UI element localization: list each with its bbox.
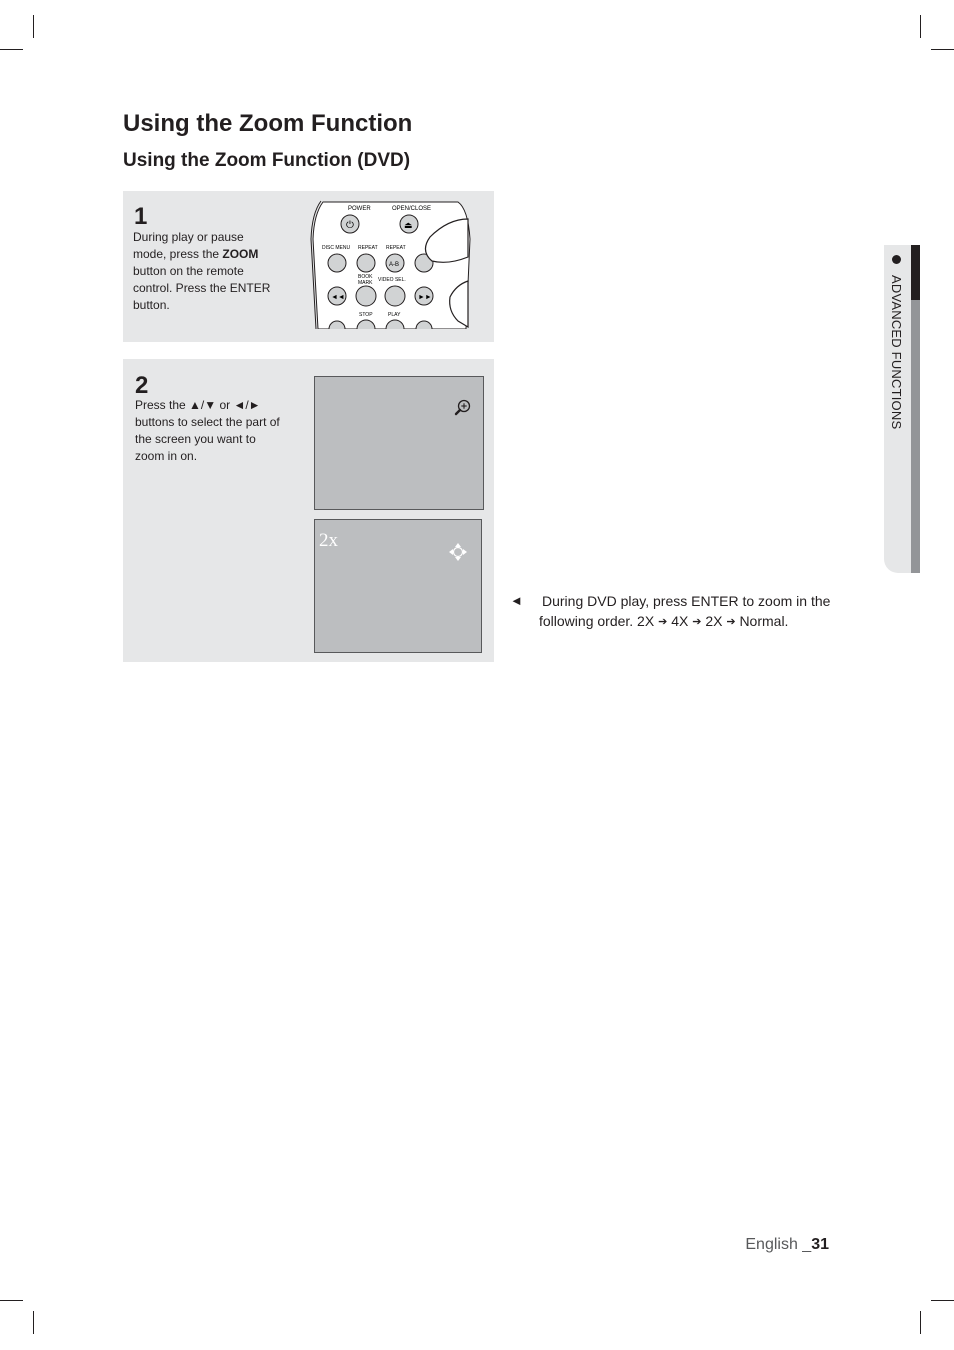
- crop-mark: [931, 1300, 954, 1301]
- normal-screen-illustration: [314, 376, 484, 510]
- video-sel-key-label: VIDEO SEL.: [378, 277, 406, 283]
- bookmark-key-label-2: MARK: [358, 280, 373, 286]
- zoom-icon: [454, 399, 472, 417]
- crop-mark: [33, 15, 34, 38]
- right-arrow-icon: ➔: [726, 616, 736, 628]
- disc-menu-key-label: DISC MENU: [322, 245, 351, 251]
- step-1-panel: [123, 191, 494, 342]
- note-line-2: following order. 2X ➔ 4X ➔ 2X ➔ Normal.: [539, 611, 788, 632]
- repeat-button: [357, 254, 375, 272]
- crop-mark: [920, 15, 921, 38]
- disc-menu-button: [328, 254, 346, 272]
- zoom-level-label: 2x: [319, 530, 338, 551]
- chapter-side-tab: [884, 245, 920, 573]
- remote-control-illustration: [308, 199, 473, 329]
- bookmark-key-label: BOOK: [358, 274, 373, 280]
- crop-mark: [33, 1311, 34, 1334]
- stop-key-label: STOP: [359, 312, 373, 318]
- power-icon: ⏻: [346, 220, 354, 231]
- crop-mark: [0, 49, 23, 50]
- rewind-icon: ◄◄: [331, 294, 345, 301]
- zoom-key-label: ZOOM: [222, 247, 259, 261]
- zoomed-screen-illustration: [314, 519, 482, 653]
- side-tab-bar: [911, 300, 920, 573]
- chapter-label: ADVANCED FUNCTIONS: [889, 275, 904, 430]
- step-number: 1: [134, 203, 148, 230]
- step-number: 2: [135, 372, 149, 399]
- section-title: Using the Zoom Function (DVD): [123, 150, 411, 171]
- right-arrow-icon: ➔: [658, 616, 668, 628]
- bullet-icon: [892, 255, 901, 264]
- step-2-text: Press the ▲/▼ or ◄/► buttons to select the part of the screen you want to zoom in on.: [135, 398, 280, 463]
- step-2-panel: [123, 359, 494, 662]
- note-line-1: During DVD play, press ENTER to zoom in the: [542, 593, 831, 609]
- step-1-text: During play or pause mode, press the ZOOM button on the remote control. Press the ENTER button.: [133, 230, 271, 312]
- play-key-label: PLAY: [388, 312, 401, 318]
- power-key-label: POWER: [348, 206, 371, 212]
- fast-forward-icon: ►►: [418, 294, 432, 301]
- page-number: 31: [811, 1236, 829, 1253]
- right-arrow-icon: ➔: [692, 616, 702, 628]
- crop-mark: [0, 1300, 23, 1301]
- side-tab-accent: [911, 245, 920, 300]
- crop-mark: [931, 49, 954, 50]
- bookmark-button: [356, 286, 376, 306]
- repeat-key-label: REPEAT: [358, 245, 378, 251]
- crop-mark: [920, 1311, 921, 1334]
- note-marker-icon: ◄: [510, 593, 523, 608]
- video-sel-button: [385, 286, 405, 306]
- page-footer: English _31: [745, 1236, 829, 1253]
- open-close-key-label: OPEN/CLOSE: [392, 206, 432, 212]
- repeat-ab-key-label: REPEAT: [386, 245, 406, 251]
- page-title: Using the Zoom Function: [123, 110, 413, 137]
- ab-key-label: A-B: [389, 262, 400, 268]
- move-arrows-icon: [448, 542, 468, 562]
- eject-icon: ⏏: [404, 220, 413, 230]
